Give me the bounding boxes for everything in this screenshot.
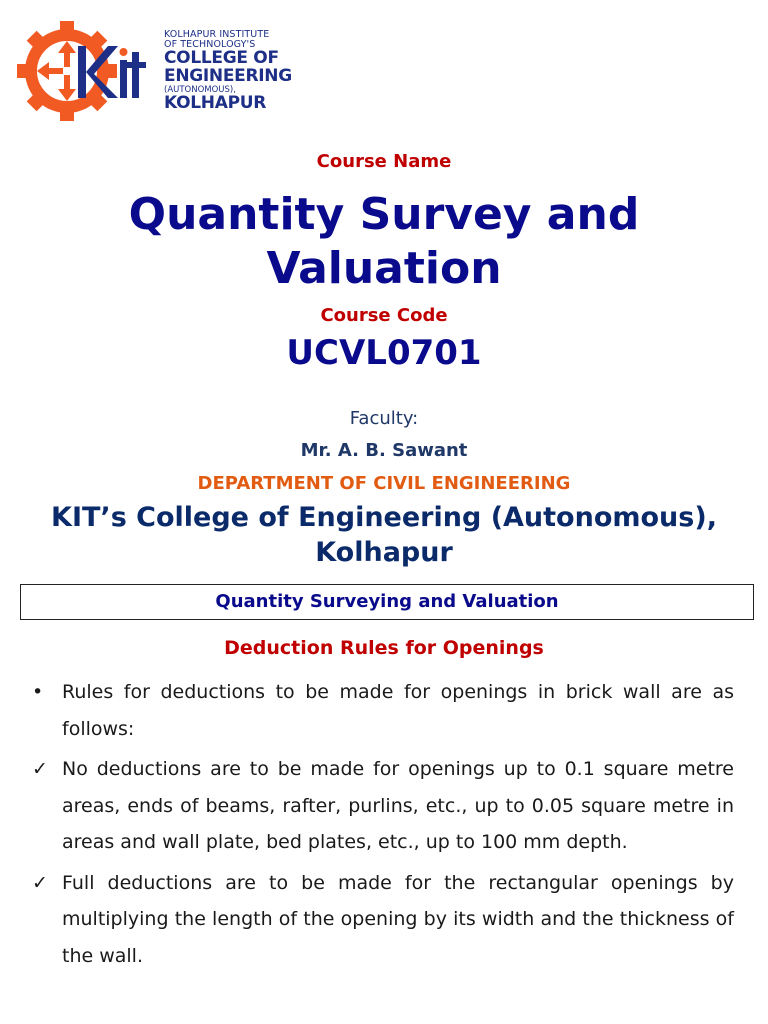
college-name-line2: Kolhapur — [315, 537, 453, 568]
course-code: UCVL0701 — [286, 333, 482, 373]
college-name — [0, 500, 768, 570]
course-title-line1: Quantity Survey and — [128, 189, 640, 240]
course-name-label: Course Name — [316, 151, 452, 172]
logo-line-kolhapur: KOLHAPUR — [164, 92, 267, 113]
section-heading: Deduction Rules for Openings — [224, 637, 544, 659]
course-title — [0, 188, 768, 296]
bullet-marker: • — [32, 681, 44, 703]
college-name-line1: KIT’s College of Engineering (Autonomous), — [51, 502, 717, 533]
section-title-box: Quantity Surveying and Valuation — [20, 584, 754, 620]
logo-line-college: COLLEGE OF — [164, 47, 279, 68]
list-item-text: No deductions are to be made for openings up to 0.1 square metre areas, ends of beams, rafter, purlins, etc., up to 0.05 square metre in areas and wall plate, bed plates, etc., up to 100 mm depth. — [62, 758, 734, 853]
logo-line-technology: OF TECHNOLOGY'S — [164, 38, 256, 50]
logo-line-autonomous: (AUTONOMOUS), — [164, 84, 236, 95]
checkmark-icon: ✓ — [32, 758, 48, 780]
logo-wordmark — [164, 30, 292, 112]
kit-gear-logo-icon — [12, 16, 157, 126]
list-item — [30, 865, 734, 975]
logo-line-engineering: ENGINEERING — [164, 65, 292, 86]
faculty-label: Faculty: — [349, 408, 419, 429]
department-name: DEPARTMENT OF CIVIL ENGINEERING — [197, 473, 571, 494]
course-code-label: Course Code — [320, 305, 448, 326]
checkmark-icon: ✓ — [32, 871, 48, 894]
course-title-line2: Valuation — [266, 243, 502, 294]
list-item-text: Rules for deductions to be made for openings in brick wall are as follows: — [62, 681, 734, 740]
list-item — [30, 674, 734, 747]
logo-line-institute: KOLHAPUR INSTITUTE — [164, 29, 270, 40]
deduction-rules-list — [30, 674, 734, 978]
list-item — [30, 751, 734, 861]
college-logo — [12, 16, 312, 126]
faculty-name: Mr. A. B. Sawant — [300, 440, 468, 461]
list-item-text: Full deductions are to be made for the rectangular openings by multiplying the length of the opening by its width and the thickness of the wall. — [62, 871, 734, 967]
